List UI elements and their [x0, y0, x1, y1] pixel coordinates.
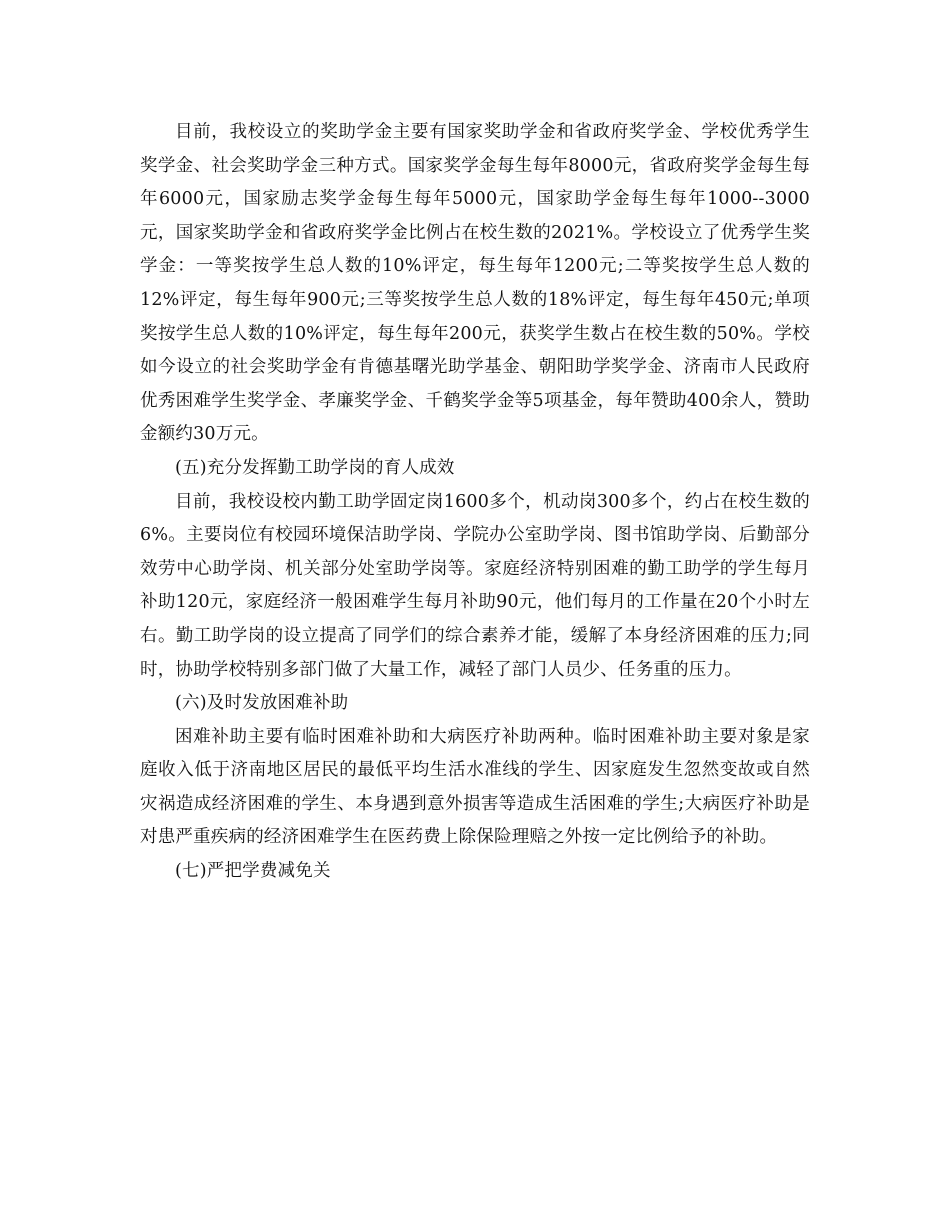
paragraph-scholarships: 目前，我校设立的奖助学金主要有国家奖助学金和省政府奖学金、学校优秀学生奖学金、社会奖助学金三种方式。国家奖学金每生每年8000元，省政府奖学金每生每年6000元，国家励志奖学金每生每年5000元，国家助学金每生每年1000--3000元，国家奖助学金和省政府奖学金比例占在校生数的2021%。学校设立了优秀学生奖学金：一等奖按学生总人数的10%评定，每生每年1200元;二等奖按学生总人数的12%评定，每生每年900元;三等奖按学生总人数的18%评定，每生每年450元;单项奖按学生总人数的10%评定，每生每年200元，获奖学生数占在校生数的50%。学校如今设立的社会奖助学金有肯德基曙光助学基金、朝阳助学奖学金、济南市人民政府优秀困难学生奖学金、孝廉奖学金、千鹤奖学金等5项基金，每年赞助400余人，赞助金额约30万元。 [140, 122, 810, 445]
paragraph-work-study: 目前，我校设校内勤工助学固定岗1600多个，机动岗300多个，约占在校生数的6%。主要岗位有校园环境保洁助学岗、学院办公室助学岗、图书馆助学岗、后勤部分效劳中心助学岗、机关部分处室助学岗等。家庭经济特别困难的勤工助学的学生每月补助120元，家庭经济一般困难学生每月补助90元，他们每月的工作量在20个小时左右。勤工助学岗的设立提高了同学们的综合素养才能，缓解了本身经济困难的压力;同时，协助学校特别多部门做了大量工作，减轻了部门人员少、任务重的压力。 [140, 491, 810, 680]
paragraph-hardship-aid: 困难补助主要有临时困难补助和大病医疗补助两种。临时困难补助主要对象是家庭收入低于济南地区居民的最低平均生活水准线的学生、因家庭发生忽然变故或自然灾祸造成经济困难的学生、本身遇到意外损害等造成生活困难的学生;大病医疗补助是对患严重疾病的经济困难学生在医药费上除保险理赔之外按一定比例给予的补助。 [140, 726, 810, 848]
document-body [140, 116, 810, 889]
section-heading-hardship-aid: (六)及时发放困难补助 [175, 693, 349, 714]
section-heading-work-study: (五)充分发挥勤工助学岗的育人成效 [175, 457, 455, 478]
section-heading-tuition-waiver: (七)严把学费减免关 [175, 861, 331, 882]
